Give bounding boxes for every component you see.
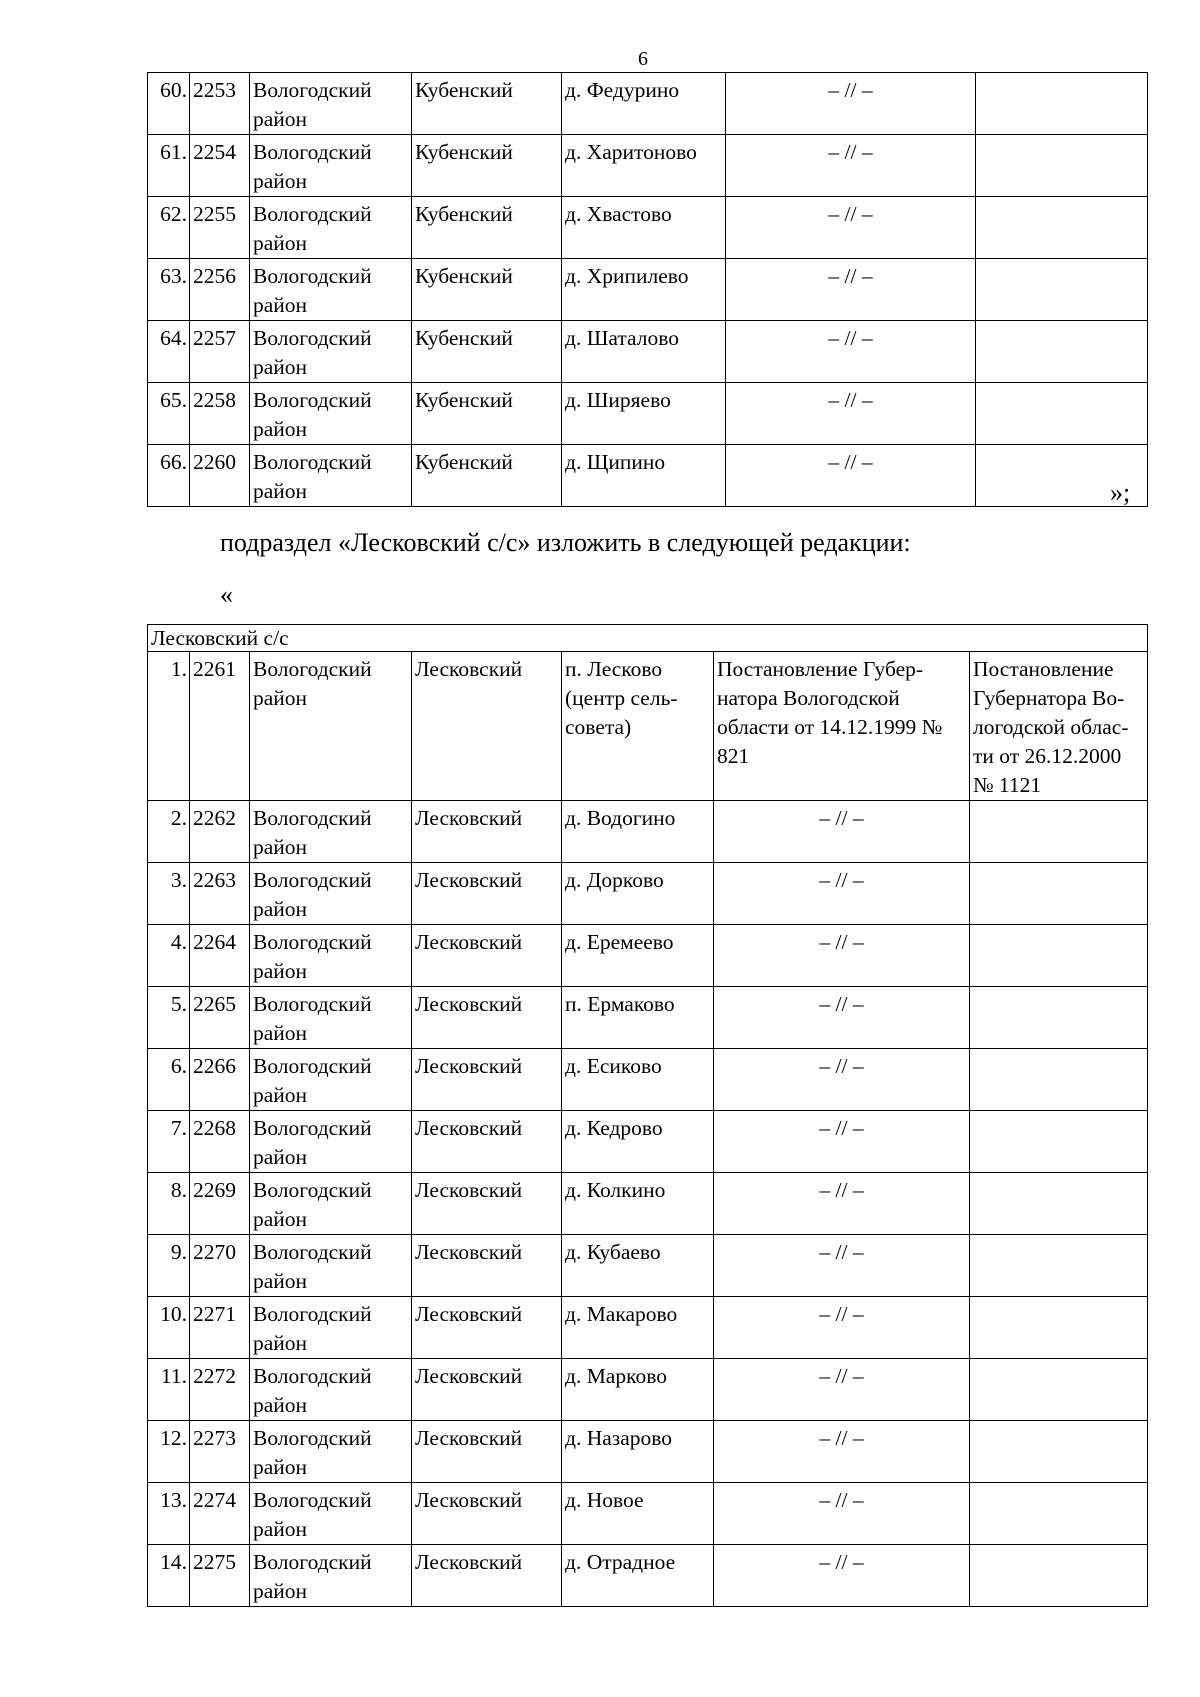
closing-quote: »; — [1110, 478, 1131, 507]
cell-settlement: д. Федурино — [562, 73, 726, 135]
cell-district: Вологодский район — [250, 1297, 412, 1359]
cell-row-number: 7. — [148, 1111, 190, 1173]
table-row — [148, 445, 1148, 507]
cell-decree: – // – — [726, 259, 976, 321]
cell-decree-2 — [970, 987, 1148, 1049]
cell-decree-2 — [970, 1421, 1148, 1483]
cell-district: Вологодский район — [250, 1111, 412, 1173]
cell-district: Вологодский район — [250, 1235, 412, 1297]
cell-district: Вологодский район — [250, 135, 412, 197]
cell-district: Вологодский район — [250, 445, 412, 507]
cell-council: Лесковский — [412, 652, 562, 801]
cell-row-number: 61. — [148, 135, 190, 197]
cell-code: 2271 — [190, 1297, 250, 1359]
table-row — [148, 259, 1148, 321]
table-row — [148, 1297, 1148, 1359]
opening-quote: « — [220, 580, 233, 609]
cell-decree: Постановление Губер-натора Вологодской области от 14.12.1999 № 821 — [714, 652, 970, 801]
cell-district: Вологодский район — [250, 925, 412, 987]
cell-settlement: д. Шаталово — [562, 321, 726, 383]
cell-council: Лесковский — [412, 801, 562, 863]
cell-settlement: д. Хвастово — [562, 197, 726, 259]
cell-row-number: 12. — [148, 1421, 190, 1483]
cell-code: 2269 — [190, 1173, 250, 1235]
cell-code: 2266 — [190, 1049, 250, 1111]
cell-settlement: д. Харитоново — [562, 135, 726, 197]
cell-code: 2254 — [190, 135, 250, 197]
cell-decree-2 — [970, 1359, 1148, 1421]
cell-row-number: 10. — [148, 1297, 190, 1359]
settlements-table-kubensky — [147, 72, 1148, 507]
cell-decree: – // – — [714, 1359, 970, 1421]
cell-decree: – // – — [714, 1235, 970, 1297]
cell-settlement: д. Водогино — [562, 801, 714, 863]
cell-decree-2 — [976, 321, 1148, 383]
cell-council: Лесковский — [412, 1421, 562, 1483]
cell-code: 2268 — [190, 1111, 250, 1173]
cell-district: Вологодский район — [250, 1421, 412, 1483]
cell-row-number: 65. — [148, 383, 190, 445]
cell-council: Лесковский — [412, 863, 562, 925]
cell-code: 2261 — [190, 652, 250, 801]
cell-decree-2 — [970, 1235, 1148, 1297]
cell-decree: – // – — [714, 1173, 970, 1235]
cell-decree-2 — [976, 383, 1148, 445]
cell-decree-2 — [970, 1049, 1148, 1111]
cell-code: 2258 — [190, 383, 250, 445]
cell-district: Вологодский район — [250, 1545, 412, 1607]
table-row — [148, 987, 1148, 1049]
cell-district: Вологодский район — [250, 863, 412, 925]
cell-district: Вологодский район — [250, 259, 412, 321]
cell-council: Кубенский — [412, 445, 562, 507]
cell-council: Лесковский — [412, 1297, 562, 1359]
cell-council: Лесковский — [412, 1235, 562, 1297]
cell-district: Вологодский район — [250, 1359, 412, 1421]
cell-row-number: 3. — [148, 863, 190, 925]
cell-decree-2 — [976, 197, 1148, 259]
cell-settlement: д. Кубаево — [562, 1235, 714, 1297]
cell-settlement: д. Марково — [562, 1359, 714, 1421]
cell-council: Лесковский — [412, 987, 562, 1049]
cell-district: Вологодский район — [250, 652, 412, 801]
section-header-row — [148, 625, 1148, 652]
table-row — [148, 1545, 1148, 1607]
cell-settlement: д. Щипино — [562, 445, 726, 507]
table-row — [148, 1173, 1148, 1235]
cell-row-number: 1. — [148, 652, 190, 801]
cell-code: 2264 — [190, 925, 250, 987]
cell-settlement: д. Ширяево — [562, 383, 726, 445]
cell-row-number: 13. — [148, 1483, 190, 1545]
cell-settlement: д. Отрадное — [562, 1545, 714, 1607]
cell-code: 2256 — [190, 259, 250, 321]
cell-decree-2 — [970, 1545, 1148, 1607]
cell-decree: – // – — [726, 197, 976, 259]
cell-decree: – // – — [714, 1111, 970, 1173]
cell-row-number: 66. — [148, 445, 190, 507]
cell-settlement: д. Еремеево — [562, 925, 714, 987]
cell-district: Вологодский район — [250, 197, 412, 259]
table-row — [148, 863, 1148, 925]
cell-settlement: д. Колкино — [562, 1173, 714, 1235]
table-row — [148, 1483, 1148, 1545]
cell-decree: – // – — [714, 801, 970, 863]
cell-council: Кубенский — [412, 259, 562, 321]
cell-settlement: д. Назарово — [562, 1421, 714, 1483]
cell-code: 2273 — [190, 1421, 250, 1483]
cell-code: 2253 — [190, 73, 250, 135]
cell-settlement: д. Новое — [562, 1483, 714, 1545]
cell-decree: – // – — [714, 1545, 970, 1607]
cell-settlement: д. Есиково — [562, 1049, 714, 1111]
cell-decree: – // – — [726, 445, 976, 507]
cell-code: 2255 — [190, 197, 250, 259]
cell-decree-2: Постановление Губернатора Во-логодской облас-ти от 26.12.2000 № 1121 — [970, 652, 1148, 801]
table-row — [148, 1235, 1148, 1297]
cell-decree: – // – — [714, 1483, 970, 1545]
cell-decree: – // – — [726, 321, 976, 383]
cell-row-number: 5. — [148, 987, 190, 1049]
table-row — [148, 652, 1148, 801]
cell-council: Кубенский — [412, 321, 562, 383]
cell-decree-2 — [976, 259, 1148, 321]
table-row — [148, 383, 1148, 445]
table-row — [148, 73, 1148, 135]
cell-council: Лесковский — [412, 1545, 562, 1607]
cell-council: Лесковский — [412, 1111, 562, 1173]
cell-decree-2 — [970, 925, 1148, 987]
cell-row-number: 6. — [148, 1049, 190, 1111]
cell-row-number: 62. — [148, 197, 190, 259]
cell-decree-2 — [970, 1483, 1148, 1545]
cell-district: Вологодский район — [250, 1173, 412, 1235]
cell-row-number: 8. — [148, 1173, 190, 1235]
page-number: 6 — [638, 48, 648, 70]
table-row — [148, 1421, 1148, 1483]
section-title: Лесковский с/с — [148, 625, 1148, 652]
cell-settlement: д. Макарово — [562, 1297, 714, 1359]
cell-decree: – // – — [726, 73, 976, 135]
cell-row-number: 14. — [148, 1545, 190, 1607]
cell-district: Вологодский район — [250, 801, 412, 863]
cell-council: Лесковский — [412, 1483, 562, 1545]
cell-district: Вологодский район — [250, 383, 412, 445]
cell-row-number: 4. — [148, 925, 190, 987]
cell-district: Вологодский район — [250, 987, 412, 1049]
cell-decree: – // – — [714, 987, 970, 1049]
cell-decree: – // – — [714, 863, 970, 925]
cell-row-number: 9. — [148, 1235, 190, 1297]
cell-district: Вологодский район — [250, 1483, 412, 1545]
cell-council: Лесковский — [412, 1173, 562, 1235]
cell-code: 2265 — [190, 987, 250, 1049]
cell-council: Кубенский — [412, 135, 562, 197]
cell-code: 2274 — [190, 1483, 250, 1545]
instruction-text: подраздел «Лесковский с/с» изложить в следующей редакции: — [220, 528, 911, 557]
cell-decree-2 — [976, 135, 1148, 197]
cell-decree: – // – — [726, 135, 976, 197]
cell-settlement: д. Кедрово — [562, 1111, 714, 1173]
table-row — [148, 801, 1148, 863]
table-row — [148, 1049, 1148, 1111]
cell-code: 2260 — [190, 445, 250, 507]
cell-decree: – // – — [714, 925, 970, 987]
cell-decree-2 — [970, 863, 1148, 925]
cell-row-number: 60. — [148, 73, 190, 135]
table-row — [148, 321, 1148, 383]
cell-code: 2272 — [190, 1359, 250, 1421]
cell-council: Лесковский — [412, 925, 562, 987]
cell-settlement: п. Лесково (центр сель-совета) — [562, 652, 714, 801]
cell-decree: – // – — [714, 1421, 970, 1483]
table-row — [148, 1111, 1148, 1173]
cell-code: 2262 — [190, 801, 250, 863]
cell-decree-2 — [970, 1111, 1148, 1173]
cell-code: 2275 — [190, 1545, 250, 1607]
cell-decree-2 — [970, 801, 1148, 863]
cell-row-number: 63. — [148, 259, 190, 321]
cell-council: Кубенский — [412, 383, 562, 445]
settlements-table-leskovsky — [147, 624, 1148, 1607]
cell-code: 2257 — [190, 321, 250, 383]
cell-row-number: 2. — [148, 801, 190, 863]
table-row — [148, 925, 1148, 987]
cell-council: Лесковский — [412, 1049, 562, 1111]
cell-settlement: п. Ермаково — [562, 987, 714, 1049]
cell-decree-2 — [970, 1173, 1148, 1235]
table-row — [148, 1359, 1148, 1421]
cell-decree: – // – — [714, 1049, 970, 1111]
cell-code: 2270 — [190, 1235, 250, 1297]
table-row — [148, 197, 1148, 259]
cell-decree-2 — [976, 73, 1148, 135]
cell-row-number: 11. — [148, 1359, 190, 1421]
cell-council: Кубенский — [412, 197, 562, 259]
cell-decree-2 — [970, 1297, 1148, 1359]
table-row — [148, 135, 1148, 197]
cell-settlement: д. Хрипилево — [562, 259, 726, 321]
cell-district: Вологодский район — [250, 321, 412, 383]
cell-code: 2263 — [190, 863, 250, 925]
cell-decree: – // – — [714, 1297, 970, 1359]
cell-council: Лесковский — [412, 1359, 562, 1421]
cell-council: Кубенский — [412, 73, 562, 135]
cell-row-number: 64. — [148, 321, 190, 383]
cell-decree: – // – — [726, 383, 976, 445]
cell-district: Вологодский район — [250, 1049, 412, 1111]
cell-settlement: д. Дорково — [562, 863, 714, 925]
cell-district: Вологодский район — [250, 73, 412, 135]
